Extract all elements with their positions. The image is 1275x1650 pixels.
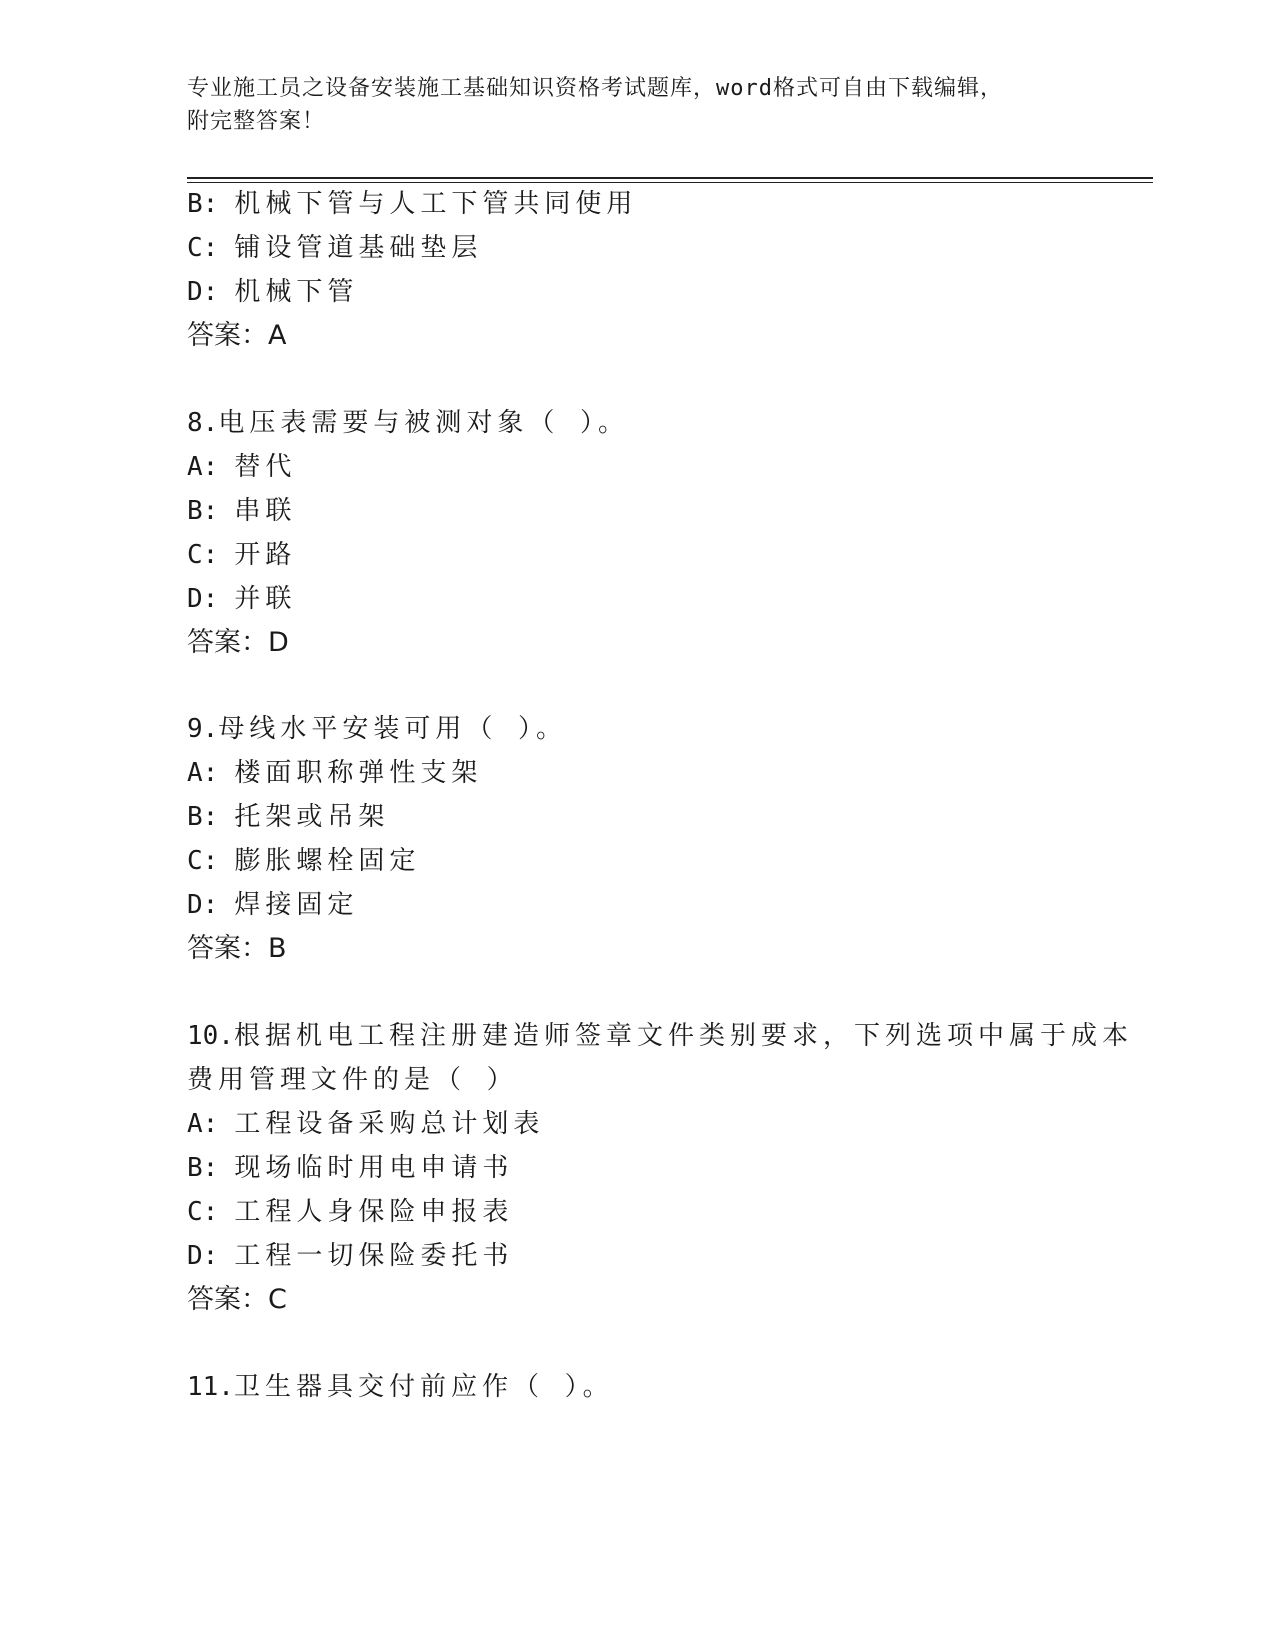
option-a: A: 替代: [187, 452, 297, 482]
option-c: C: 膨胀螺栓固定: [187, 846, 421, 876]
answer-line: 答案：A: [187, 320, 287, 351]
option-b: B: 托架或吊架: [187, 802, 390, 832]
option-c: C: 工程人身保险申报表: [187, 1197, 514, 1227]
header-line-2: 附完整答案！: [187, 109, 326, 134]
option-a: A: 楼面职称弹性支架: [187, 758, 483, 788]
option-b: B: 现场临时用电申请书: [187, 1153, 514, 1183]
question-stem-continued: 费用管理文件的是（ ）: [187, 1065, 518, 1095]
question-stem: 10.根据机电工程注册建造师签章文件类别要求，下列选项中属于成本: [187, 1021, 1133, 1051]
header-line-1: 专业施工员之设备安装施工基础知识资格考试题库，word格式可自由下载编辑，: [187, 76, 1003, 101]
option-b: B: 串联: [187, 496, 297, 526]
option-d: D: 焊接固定: [187, 890, 359, 920]
answer-line: 答案：C: [187, 1284, 287, 1315]
question-stem: 11.卫生器具交付前应作（ ）。: [187, 1372, 614, 1402]
question-stem: 8.电压表需要与被测对象（ ）。: [187, 408, 629, 438]
option-d: D: 机械下管: [187, 277, 359, 307]
header-divider-thick: [187, 177, 1153, 179]
answer-line: 答案：B: [187, 933, 287, 964]
option-c: C: 开路: [187, 540, 297, 570]
header-divider-thin: [187, 182, 1153, 183]
option-d: D: 工程一切保险委托书: [187, 1241, 514, 1271]
option-d: D: 并联: [187, 584, 297, 614]
answer-line: 答案：D: [187, 627, 289, 658]
option-a: A: 工程设备采购总计划表: [187, 1109, 545, 1139]
option-b: B: 机械下管与人工下管共同使用: [187, 189, 638, 219]
option-c: C: 铺设管道基础垫层: [187, 233, 483, 263]
question-stem: 9.母线水平安装可用（ ）。: [187, 714, 567, 744]
document-header: [187, 72, 1067, 138]
